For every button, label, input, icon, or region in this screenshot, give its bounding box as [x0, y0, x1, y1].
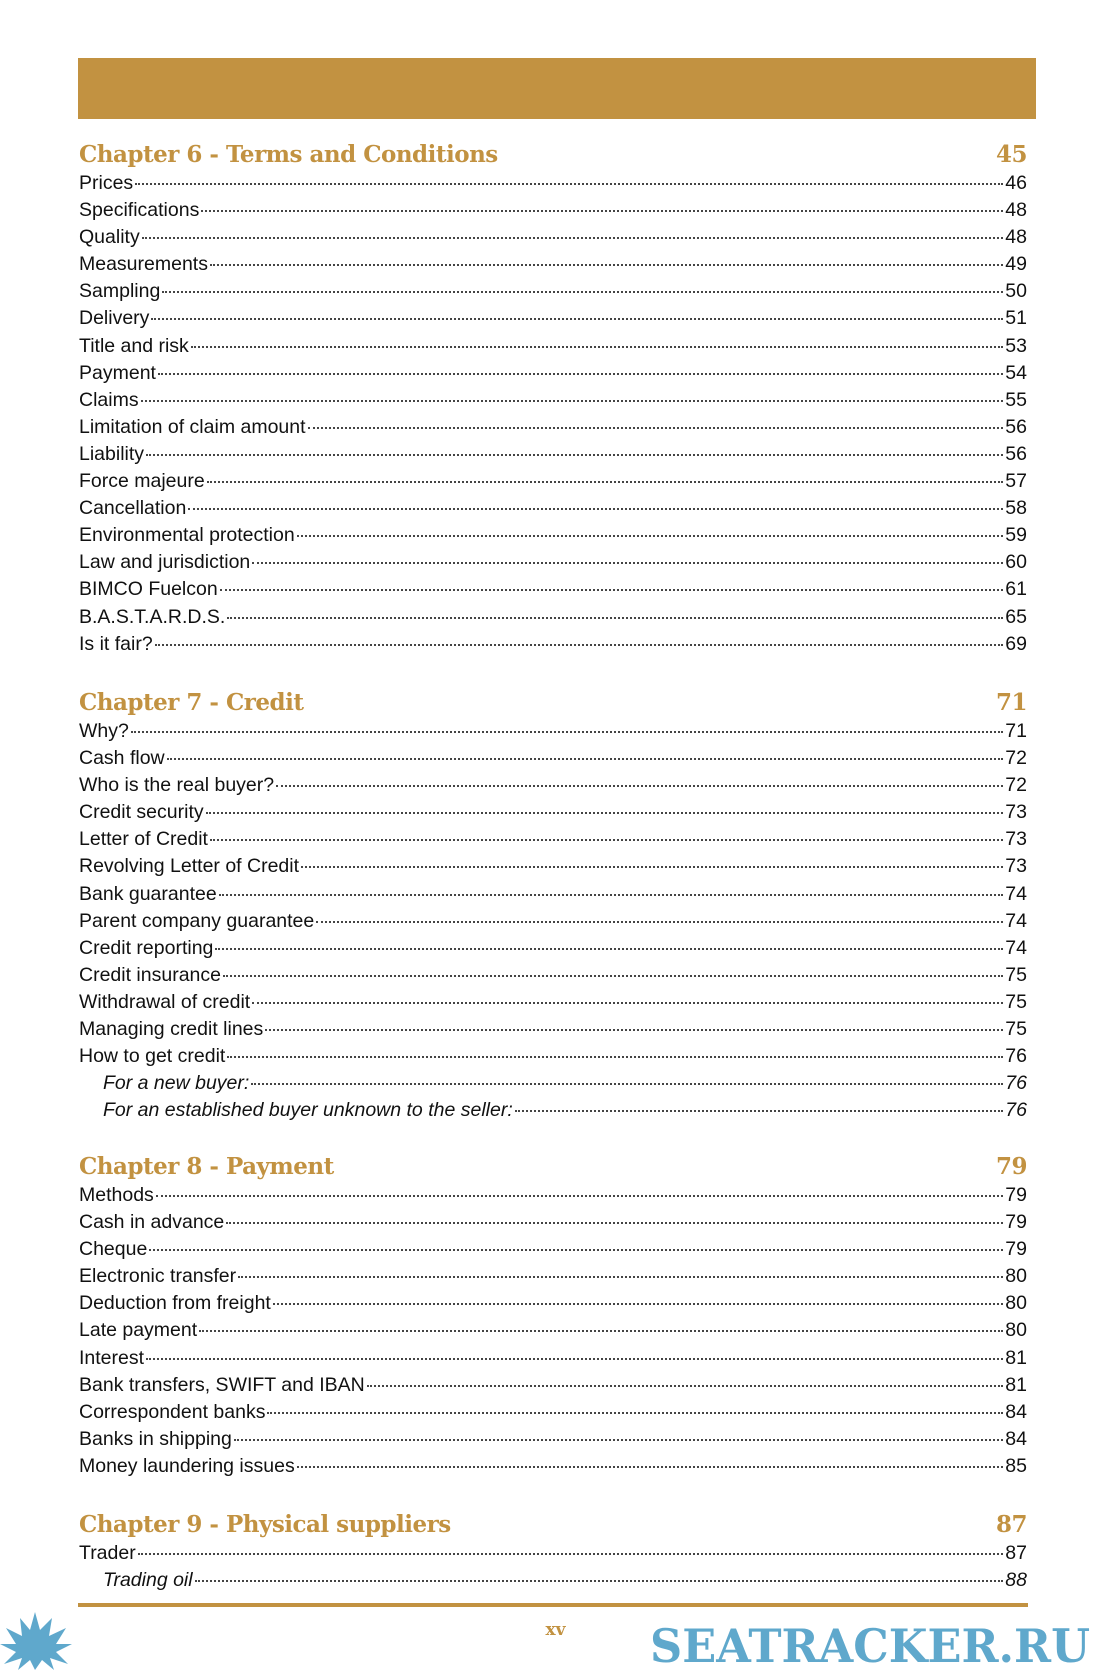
dot-leader — [210, 839, 1003, 841]
dot-leader — [158, 373, 1003, 375]
dot-leader — [207, 481, 1004, 483]
dot-leader — [297, 535, 1004, 537]
entry-label: Why? — [79, 720, 129, 742]
toc-entry[interactable] — [79, 1567, 1027, 1594]
entry-label: Bank transfers, SWIFT and IBAN — [79, 1373, 365, 1396]
chapter-title: Chapter 7 - Credit — [79, 689, 304, 716]
toc-entry[interactable] — [79, 278, 1027, 305]
toc-section — [79, 688, 1027, 1124]
toc-entry[interactable] — [79, 853, 1027, 880]
entry-page: 72 — [1005, 774, 1027, 797]
entry-label: Money laundering issues — [79, 1454, 295, 1477]
entry-page: 76 — [1005, 1072, 1027, 1095]
toc-section — [79, 140, 1027, 658]
chapter-heading[interactable] — [79, 140, 1027, 170]
dot-leader — [201, 210, 1003, 212]
toc-entry[interactable] — [79, 962, 1027, 989]
dot-leader — [251, 1083, 1003, 1085]
dot-leader — [188, 508, 1003, 510]
toc-entry[interactable] — [79, 1097, 1027, 1124]
toc-entry[interactable] — [79, 576, 1027, 603]
entry-page: 53 — [1005, 334, 1027, 357]
toc-entry[interactable] — [79, 333, 1027, 360]
entry-label: Who is the real buyer? — [79, 774, 275, 797]
entry-label: Limitation of claim amount — [79, 415, 306, 438]
entry-page: 54 — [1005, 361, 1027, 384]
entry-label: Methods — [79, 1184, 154, 1206]
toc-entry[interactable] — [79, 745, 1027, 772]
entry-label: Trader — [79, 1542, 136, 1564]
dot-leader — [142, 237, 1004, 239]
toc-entry[interactable] — [79, 1399, 1027, 1426]
entry-label: Is it fair? — [79, 632, 153, 655]
toc-entry[interactable] — [79, 772, 1027, 799]
dot-leader — [141, 400, 1004, 402]
entry-page: 56 — [1005, 442, 1027, 465]
toc-entry[interactable] — [79, 468, 1027, 495]
entry-label: Interest — [79, 1346, 145, 1369]
dot-leader — [252, 562, 1003, 564]
entry-label: Liability — [79, 442, 145, 465]
dot-leader — [151, 318, 1003, 320]
entry-page: 60 — [1005, 551, 1027, 574]
dot-leader — [226, 1222, 1003, 1224]
entry-page: 49 — [1005, 253, 1027, 276]
dot-leader — [167, 758, 1004, 760]
toc-entry[interactable] — [79, 1317, 1027, 1344]
entry-label: Bank guarantee — [79, 882, 217, 905]
dot-leader — [199, 1330, 1003, 1332]
entry-label: Parent company guarantee — [79, 909, 315, 932]
entry-label: Measurements — [79, 253, 208, 276]
entry-label: Title and risk — [79, 334, 189, 357]
chapter-heading[interactable] — [79, 1152, 1027, 1182]
dot-leader — [276, 785, 1003, 787]
dot-leader — [273, 1303, 1003, 1305]
entry-label: Law and jurisdiction — [79, 551, 251, 574]
entry-page: 72 — [1005, 747, 1027, 770]
toc-entry[interactable] — [79, 522, 1027, 549]
entry-page: 61 — [1005, 578, 1027, 601]
entry-page: 48 — [1005, 199, 1027, 222]
toc-entry[interactable] — [79, 604, 1027, 631]
toc-entry[interactable] — [79, 1016, 1027, 1043]
entry-page: 79 — [1005, 1238, 1027, 1261]
toc-entry[interactable] — [79, 908, 1027, 935]
dot-leader — [220, 589, 1004, 591]
entry-page: 71 — [1005, 720, 1027, 742]
chapter-page: 87 — [995, 1511, 1027, 1538]
dot-leader — [367, 1385, 1004, 1387]
entry-page: 73 — [1005, 801, 1027, 824]
entry-page: 74 — [1005, 936, 1027, 959]
dot-leader — [238, 1276, 1003, 1278]
entry-page: 74 — [1005, 909, 1027, 932]
entry-page: 50 — [1005, 280, 1027, 303]
entry-label: B.A.S.T.A.R.D.S. — [79, 605, 226, 628]
entry-label: Quality — [79, 226, 140, 249]
toc-entry[interactable] — [79, 495, 1027, 522]
dot-leader — [135, 183, 1003, 185]
entry-page: 79 — [1005, 1184, 1027, 1206]
entry-page: 76 — [1005, 1045, 1027, 1068]
entry-label: How to get credit — [79, 1045, 226, 1068]
dot-leader — [206, 812, 1004, 814]
entry-label: Late payment — [79, 1319, 198, 1342]
entry-page: 74 — [1005, 882, 1027, 905]
toc-entry[interactable] — [79, 251, 1027, 278]
dot-leader — [156, 1195, 1004, 1197]
toc-entry[interactable] — [79, 360, 1027, 387]
entry-label: Force majeure — [79, 470, 205, 493]
dot-leader — [234, 1439, 1003, 1441]
toc-section — [79, 1152, 1027, 1480]
toc-entry[interactable] — [79, 305, 1027, 332]
entry-page: 57 — [1005, 470, 1027, 493]
entry-label: Delivery — [79, 307, 150, 330]
toc-entry[interactable] — [79, 387, 1027, 414]
entry-page: 65 — [1005, 605, 1027, 628]
entry-label: Electronic transfer — [79, 1265, 237, 1288]
dot-leader — [138, 1553, 1004, 1555]
dot-leader — [223, 975, 1003, 977]
toc-entry[interactable] — [79, 441, 1027, 468]
entry-label: Revolving Letter of Credit — [79, 855, 300, 878]
dot-leader — [267, 1412, 1003, 1414]
entry-label: Letter of Credit — [79, 828, 208, 851]
entry-label: Banks in shipping — [79, 1427, 232, 1450]
dot-leader — [155, 644, 1004, 646]
entry-label: Withdrawal of credit — [79, 990, 251, 1013]
entry-page: 56 — [1005, 415, 1027, 438]
entry-page: 58 — [1005, 497, 1027, 520]
toc-entry[interactable] — [79, 549, 1027, 576]
dot-leader — [191, 346, 1003, 348]
dot-leader — [515, 1110, 1004, 1112]
chapter-page: 79 — [995, 1153, 1027, 1180]
header-banner — [78, 58, 1036, 119]
entry-page: 59 — [1005, 524, 1027, 547]
entry-page: 48 — [1005, 226, 1027, 249]
toc-entry[interactable] — [79, 935, 1027, 962]
dot-leader — [308, 427, 1004, 429]
entry-page: 73 — [1005, 828, 1027, 851]
chapter-heading[interactable] — [79, 688, 1027, 718]
entry-page: 55 — [1005, 388, 1027, 411]
toc-entry[interactable] — [79, 1070, 1027, 1097]
dot-leader — [149, 1249, 1003, 1251]
dot-leader — [219, 894, 1004, 896]
dot-leader — [146, 1358, 1003, 1360]
footer-rule — [78, 1603, 1028, 1607]
entry-label: Sampling — [79, 280, 161, 303]
dot-leader — [301, 866, 1003, 868]
entry-page: 87 — [1005, 1542, 1027, 1564]
entry-label: Credit security — [79, 801, 204, 824]
toc-entry[interactable] — [79, 826, 1027, 853]
toc-entry[interactable] — [79, 224, 1027, 251]
toc-entry[interactable] — [79, 989, 1027, 1016]
entry-page: 46 — [1005, 172, 1027, 194]
toc-entry[interactable] — [79, 1182, 1027, 1209]
entry-label: Correspondent banks — [79, 1400, 266, 1423]
entry-page: 85 — [1005, 1454, 1027, 1477]
entry-label: Payment — [79, 361, 156, 384]
chapter-page: 45 — [995, 141, 1027, 168]
entry-label: Deduction from freight — [79, 1292, 271, 1315]
toc-entry[interactable] — [79, 1043, 1027, 1070]
toc-entry[interactable] — [79, 881, 1027, 908]
dot-leader — [162, 291, 1003, 293]
entry-label: For a new buyer: — [103, 1072, 250, 1095]
entry-label: Credit insurance — [79, 963, 221, 986]
chapter-heading[interactable] — [79, 1510, 1027, 1540]
toc-entry[interactable] — [79, 1453, 1027, 1480]
dot-leader — [215, 948, 1003, 950]
watermark-text: SEATRACKER.RU — [650, 1619, 1090, 1670]
entry-page: 75 — [1005, 963, 1027, 986]
chapter-title: Chapter 8 - Payment — [79, 1153, 334, 1180]
dot-leader — [252, 1002, 1003, 1004]
dot-leader — [227, 1056, 1003, 1058]
dot-leader — [227, 617, 1003, 619]
entry-label: Managing credit lines — [79, 1018, 264, 1041]
toc-entry[interactable] — [79, 718, 1027, 745]
entry-page: 81 — [1005, 1346, 1027, 1369]
toc-entry[interactable] — [79, 631, 1027, 658]
page-number: xv — [545, 1620, 566, 1640]
entry-label: Specifications — [79, 199, 200, 222]
dot-leader — [195, 1580, 1004, 1582]
entry-page: 84 — [1005, 1400, 1027, 1423]
entry-page: 80 — [1005, 1292, 1027, 1315]
entry-page: 76 — [1005, 1099, 1027, 1122]
dot-leader — [316, 921, 1003, 923]
toc-entry[interactable] — [79, 1345, 1027, 1372]
toc-entry[interactable] — [79, 414, 1027, 441]
toc-entry[interactable] — [79, 197, 1027, 224]
watermark-logo — [0, 1610, 1111, 1670]
entry-page: 80 — [1005, 1319, 1027, 1342]
entry-page: 73 — [1005, 855, 1027, 878]
entry-label: Prices — [79, 172, 134, 194]
entry-label: Claims — [79, 388, 139, 411]
toc-entry[interactable] — [79, 1290, 1027, 1317]
entry-label: Credit reporting — [79, 936, 214, 959]
toc-entry[interactable] — [79, 1372, 1027, 1399]
toc-entry[interactable] — [79, 799, 1027, 826]
toc-entry[interactable] — [79, 1209, 1027, 1236]
entry-label: Cash flow — [79, 747, 165, 770]
entry-page: 79 — [1005, 1211, 1027, 1234]
toc-entry[interactable] — [79, 170, 1027, 197]
entry-page: 88 — [1005, 1569, 1027, 1592]
chapter-title: Chapter 9 - Physical suppliers — [79, 1511, 451, 1538]
toc-entry[interactable] — [79, 1236, 1027, 1263]
toc-entry[interactable] — [79, 1426, 1027, 1453]
toc-section — [79, 1510, 1027, 1594]
chapter-page: 71 — [995, 689, 1027, 716]
toc-entry[interactable] — [79, 1540, 1027, 1567]
chapter-title: Chapter 6 - Terms and Conditions — [79, 141, 498, 168]
entry-label: For an established buyer unknown to the seller: — [103, 1099, 513, 1122]
entry-page: 80 — [1005, 1265, 1027, 1288]
entry-label: Cancellation — [79, 497, 187, 520]
entry-page: 81 — [1005, 1373, 1027, 1396]
dot-leader — [131, 731, 1003, 733]
entry-page: 84 — [1005, 1427, 1027, 1450]
entry-page: 75 — [1005, 1018, 1027, 1041]
entry-label: Cash in advance — [79, 1211, 225, 1234]
entry-label: BIMCO Fuelcon — [79, 578, 218, 601]
dot-leader — [146, 454, 1003, 456]
entry-label: Cheque — [79, 1238, 148, 1261]
entry-page: 75 — [1005, 990, 1027, 1013]
dot-leader — [210, 264, 1003, 266]
dot-leader — [297, 1466, 1004, 1468]
entry-page: 51 — [1005, 307, 1027, 330]
dot-leader — [265, 1029, 1003, 1031]
entry-label: Environmental protection — [79, 524, 295, 547]
entry-page: 69 — [1005, 632, 1027, 655]
toc-entry[interactable] — [79, 1263, 1027, 1290]
entry-label: Trading oil — [103, 1569, 193, 1592]
